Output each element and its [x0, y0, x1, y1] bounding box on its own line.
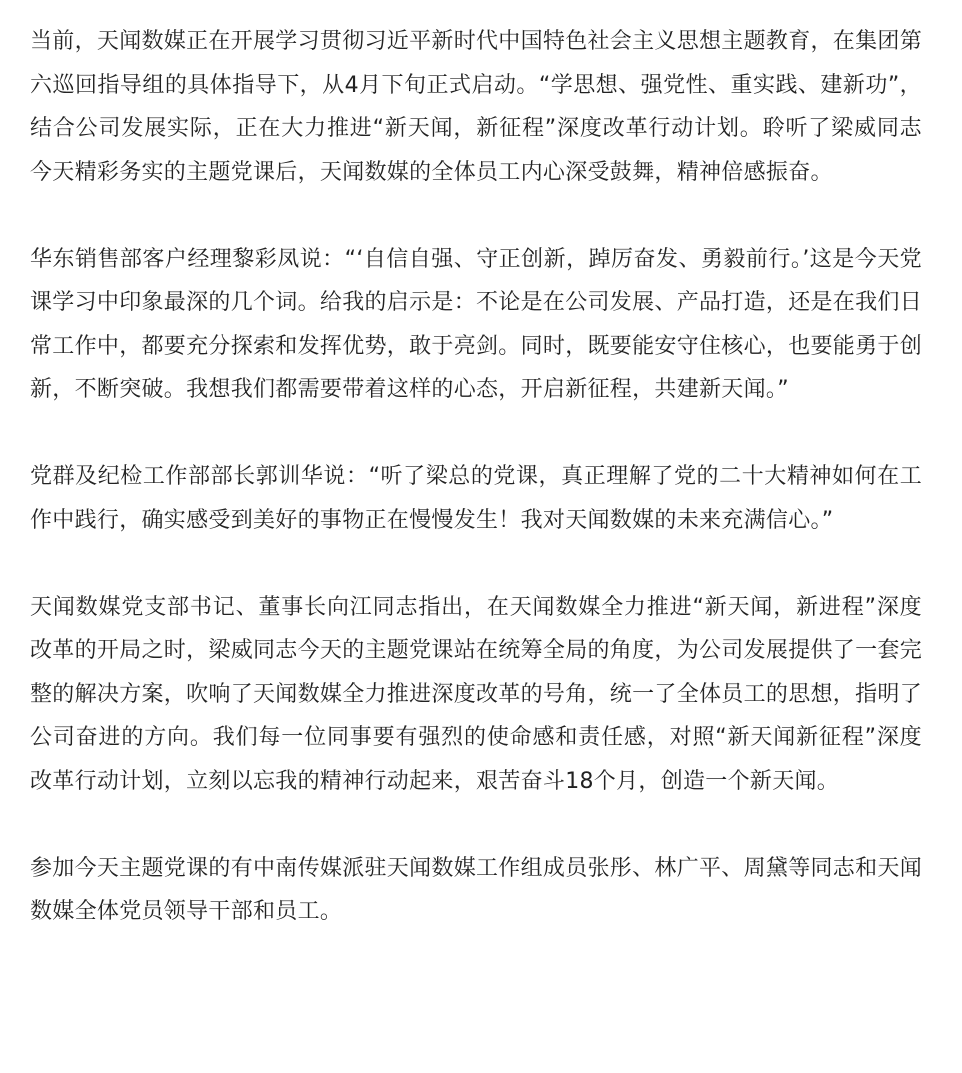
article-paragraph-4: 天闻数媒党支部书记、董事长向江同志指出，在天闻数媒全力推进“新天闻，新进程”深度改革的开局之时，梁威同志今天的主题党课站在统筹全局的角度，为公司发展提供了一套完整的解决方案，吹响了天闻数媒全力推进深度改革的号角，统一了全体员工的思想，指明了公司奋进的方向。我们每一位同事要有强烈的使命感和责任感，对照“新天闻新征程”深度改革行动计划，立刻以忘我的精神行动起来，艰苦奋斗18个月，创造一个新天闻。 — [30, 594, 923, 794]
article-paragraph-3: 党群及纪检工作部部长郭训华说：“听了梁总的党课，真正理解了党的二十大精神如何在工作中践行，确实感受到美好的事物正在慢慢发生！我对天闻数媒的未来充满信心。” — [30, 464, 922, 533]
article-paragraph-5: 参加今天主题党课的有中南传媒派驻天闻数媒工作组成员张彤、林广平、周黛等同志和天闻数媒全体党员领导干部和员工。 — [30, 855, 923, 924]
article-paragraph-2: 华东销售部客户经理黎彩凤说：“‘自信自强、守正创新，踔厉奋发、勇毅前行。’这是今天党课学习中印象最深的几个词。给我的启示是：不论是在公司发展、产品打造，还是在我们日常工作中，都要充分探索和发挥优势，敢于亮剑。同时，既要能安守住核心，也要能勇于创新，不断突破。我想我们都需要带着这样的心态，开启新征程，共建新天闻。” — [30, 246, 923, 402]
article-paragraph-1: 当前，天闻数媒正在开展学习贯彻习近平新时代中国特色社会主义思想主题教育，在集团第六巡回指导组的具体指导下，从4月下旬正式启动。“学思想、强党性、重实践、建新功”，结合公司发展实际，正在大力推进“新天闻，新征程”深度改革行动计划。聆听了梁威同志今天精彩务实的主题党课后，天闻数媒的全体员工内心深受鼓舞，精神倍感振奋。 — [30, 29, 923, 185]
